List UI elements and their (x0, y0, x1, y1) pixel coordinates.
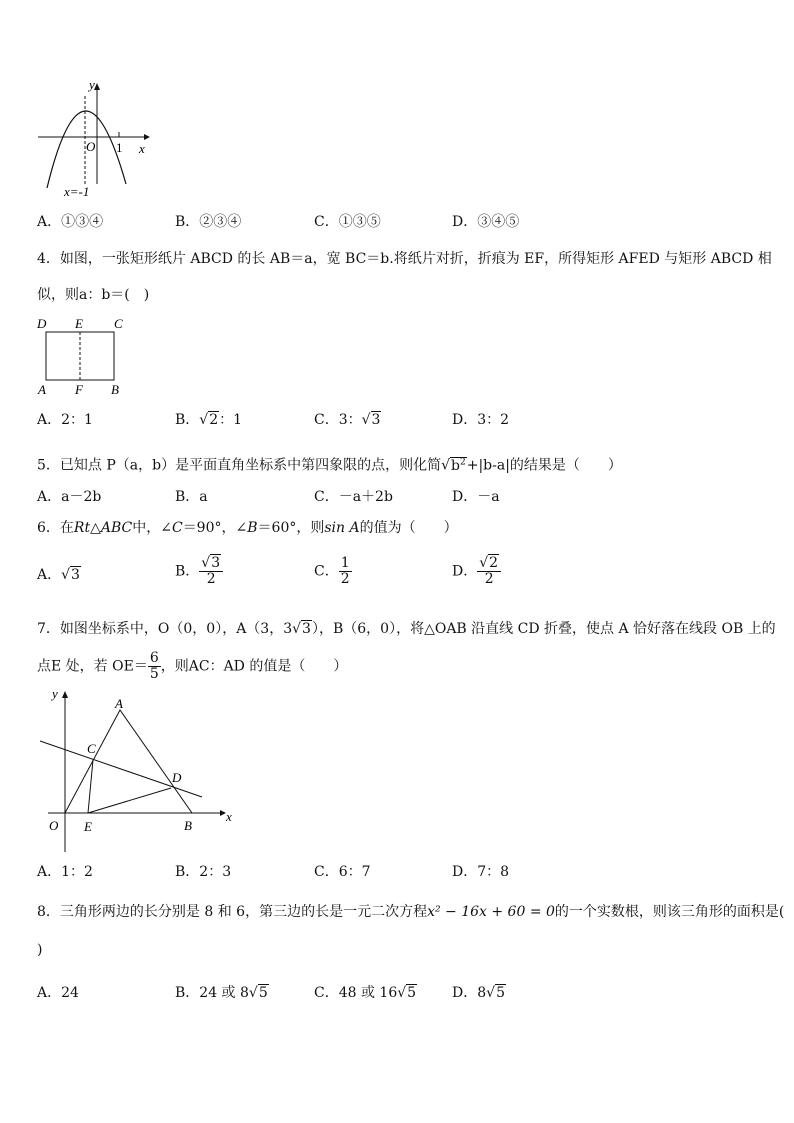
one-label: 1 (116, 140, 123, 155)
rectangle-figure (34, 314, 134, 400)
q6-option-a-prefix: A． (37, 567, 62, 583)
q8-option-a[interactable]: A．24 (37, 985, 79, 1001)
x-axis-arrow (144, 134, 150, 140)
q4-option-b-prefix: B． (175, 412, 200, 428)
q8-option-c[interactable] (314, 984, 417, 1002)
q7-line1-prefix: 7．如图坐标系中，O（0，0），A（3，3 (37, 621, 293, 637)
q4-option-c[interactable] (314, 411, 381, 429)
q7-option-d[interactable]: D．7：8 (452, 864, 510, 880)
parabola-graph (34, 76, 159, 200)
symmetry-label: x=-1 (64, 184, 90, 199)
sqrt-icon: √ (248, 985, 258, 1001)
q8-option-d[interactable] (452, 984, 506, 1002)
sqrt-icon: √ (199, 412, 209, 428)
sqrt-icon: √ (486, 985, 496, 1001)
q7-line2-prefix: 点E 处，若 OE＝ (37, 658, 148, 675)
q6-stem-mid3: ＝60°，则 (257, 520, 325, 536)
q8-line1-prefix: 8．三角形两边的长分别是 8 和 6，第三边的长是一元二次方程 (37, 904, 428, 920)
q6-stem-suffix: 的值为（ ） (359, 520, 458, 536)
q6-sin-a: sin A (324, 520, 360, 536)
q4-option-a[interactable]: A．2：1 (37, 412, 93, 428)
q5-stem-prefix: 5．已知点 P（a，b）是平面直角坐标系中第四象限的点，则化简 (37, 457, 442, 474)
q4-option-b-radicand: 2 (209, 412, 219, 428)
q6-stem-mid2: ＝90°，∠ (182, 520, 248, 536)
fraction-numerator: √3 (199, 556, 223, 572)
q6-option-c-prefix: C． (314, 563, 339, 580)
fold-line-cd (40, 741, 202, 797)
q3-option-d[interactable]: D．③④⑤ (452, 214, 520, 230)
q6-option-b-fraction (199, 556, 223, 587)
q5-stem-suffix: +|b-a|的结果是（ ） (466, 457, 622, 474)
q6-stem-mid1: 中，∠ (132, 520, 172, 536)
y-axis-arrow (94, 83, 100, 90)
q7-stem-line2 (37, 651, 347, 682)
label-y: y (52, 686, 58, 701)
q8-option-b-prefix: B．24 或 8 (175, 985, 249, 1001)
sqrt-icon: √ (292, 621, 302, 637)
label-x: x (226, 809, 232, 824)
q5-radicand-base: b (451, 457, 460, 474)
label-e: E (84, 819, 92, 834)
q3-option-b[interactable]: B．②③④ (175, 214, 242, 230)
q4-option-d[interactable]: D．3：2 (452, 412, 510, 428)
fraction-numerator: 6 (149, 650, 159, 666)
q6-angle-c: C (171, 520, 183, 536)
label-c: C (114, 316, 123, 331)
fraction-numerator: 1 (340, 555, 350, 571)
q6-option-a[interactable] (37, 566, 81, 584)
y-axis-arrow (62, 691, 68, 698)
q8-option-c-prefix: C．48 或 16 (314, 985, 398, 1001)
triangle-oab (65, 710, 192, 813)
label-b: B (184, 818, 192, 833)
coordinate-figure (34, 684, 244, 856)
label-d: D (172, 770, 182, 785)
q4-stem-line1: 4．如图，一张矩形纸片 ABCD 的长 AB＝a，宽 BC＝b.将纸片对折，折痕为 EF，所得矩形 AFED 与矩形 ABCD 相 (37, 251, 772, 267)
q4-option-c-radicand: 3 (371, 412, 381, 428)
q5-option-b[interactable]: B．a (175, 489, 208, 505)
fraction-numerator: √2 (477, 556, 501, 572)
fraction-denominator: 2 (484, 571, 494, 587)
q7-stem-line1 (37, 620, 776, 638)
q3-option-a[interactable]: A．①③④ (37, 214, 104, 230)
segment-de (88, 788, 171, 813)
q4-option-b-suffix: ：1 (219, 412, 243, 428)
q5-stem (37, 453, 622, 475)
fraction-denominator: 2 (340, 571, 350, 587)
q6-option-d-prefix: D． (452, 563, 478, 580)
q6-angle-b: B (247, 520, 258, 536)
q3-option-c[interactable]: C．①③⑤ (314, 214, 381, 230)
q5-exponent: 2 (459, 457, 466, 467)
q8-option-b-radicand: 5 (258, 985, 268, 1001)
label-c: C (87, 741, 96, 756)
y-axis-label: y (89, 77, 95, 92)
q5-option-a[interactable]: A．a－2b (37, 489, 102, 505)
q6-triangle: Rt△ABC (73, 520, 133, 536)
q6-stem-prefix: 6．在 (37, 520, 74, 536)
sqrt-icon: √ (361, 412, 371, 428)
q8-option-d-radicand: 5 (496, 985, 505, 1001)
q8-line1-suffix: 的一个实数根，则该三角形的面积是( (554, 904, 785, 920)
q7-line1-suffix: ），B（6，0），将△OAB 沿直线 CD 折叠，使点 A 恰好落在线段 OB 上的 (311, 621, 776, 637)
q6-option-a-radicand: 3 (71, 567, 80, 583)
q8-option-b[interactable] (175, 984, 269, 1002)
fraction-denominator: 5 (149, 666, 159, 682)
x-axis-label: x (139, 141, 145, 156)
label-a: A (115, 696, 123, 711)
q6-option-d-fraction (477, 556, 501, 587)
sqrt-icon: √ (61, 567, 71, 583)
q5-option-d[interactable]: D．－a (452, 489, 500, 505)
q6-option-c-fraction (339, 556, 352, 587)
label-b: B (111, 382, 119, 397)
q7-radicand: 3 (302, 621, 311, 637)
q7-option-b[interactable]: B．2：3 (175, 864, 232, 880)
q8-option-d-prefix: D．8 (452, 985, 487, 1001)
q5-option-c[interactable]: C．－a＋2b (314, 489, 393, 505)
q7-option-c[interactable]: C．6：7 (314, 864, 371, 880)
q6-stem (37, 519, 458, 537)
q6-option-b-radicand: 3 (211, 555, 221, 571)
q7-option-a[interactable]: A．1：2 (37, 864, 93, 880)
label-o: O (49, 818, 59, 833)
label-d: D (37, 316, 47, 331)
label-e: E (75, 316, 83, 331)
sqrt-icon: √ (441, 457, 451, 474)
fraction-denominator: 2 (206, 571, 216, 587)
q4-stem-line2: 似，则a：b＝( ) (37, 287, 150, 303)
q8-stem-line2: ) (37, 942, 43, 958)
q4-option-c-prefix: C．3： (314, 412, 362, 428)
label-f: F (75, 382, 83, 397)
q7-line2-suffix: ，则AC：AD 的值是（ ） (160, 658, 348, 675)
q4-option-b[interactable] (175, 411, 242, 429)
q6-option-d[interactable] (452, 556, 501, 587)
q6-option-c[interactable] (314, 556, 352, 587)
q6-option-d-radicand: 2 (489, 555, 499, 571)
q5-radicand (450, 457, 467, 474)
q7-oe-fraction (148, 651, 161, 682)
sqrt-icon: √ (397, 985, 407, 1001)
q6-option-b[interactable] (175, 556, 223, 587)
q8-stem-line1 (37, 903, 784, 921)
q6-option-b-prefix: B． (175, 563, 200, 580)
q8-equation: x² − 16x + 60 = 0 (427, 904, 555, 920)
q8-option-c-radicand: 5 (407, 985, 417, 1001)
origin-label: O (86, 139, 96, 154)
label-a: A (38, 382, 46, 397)
